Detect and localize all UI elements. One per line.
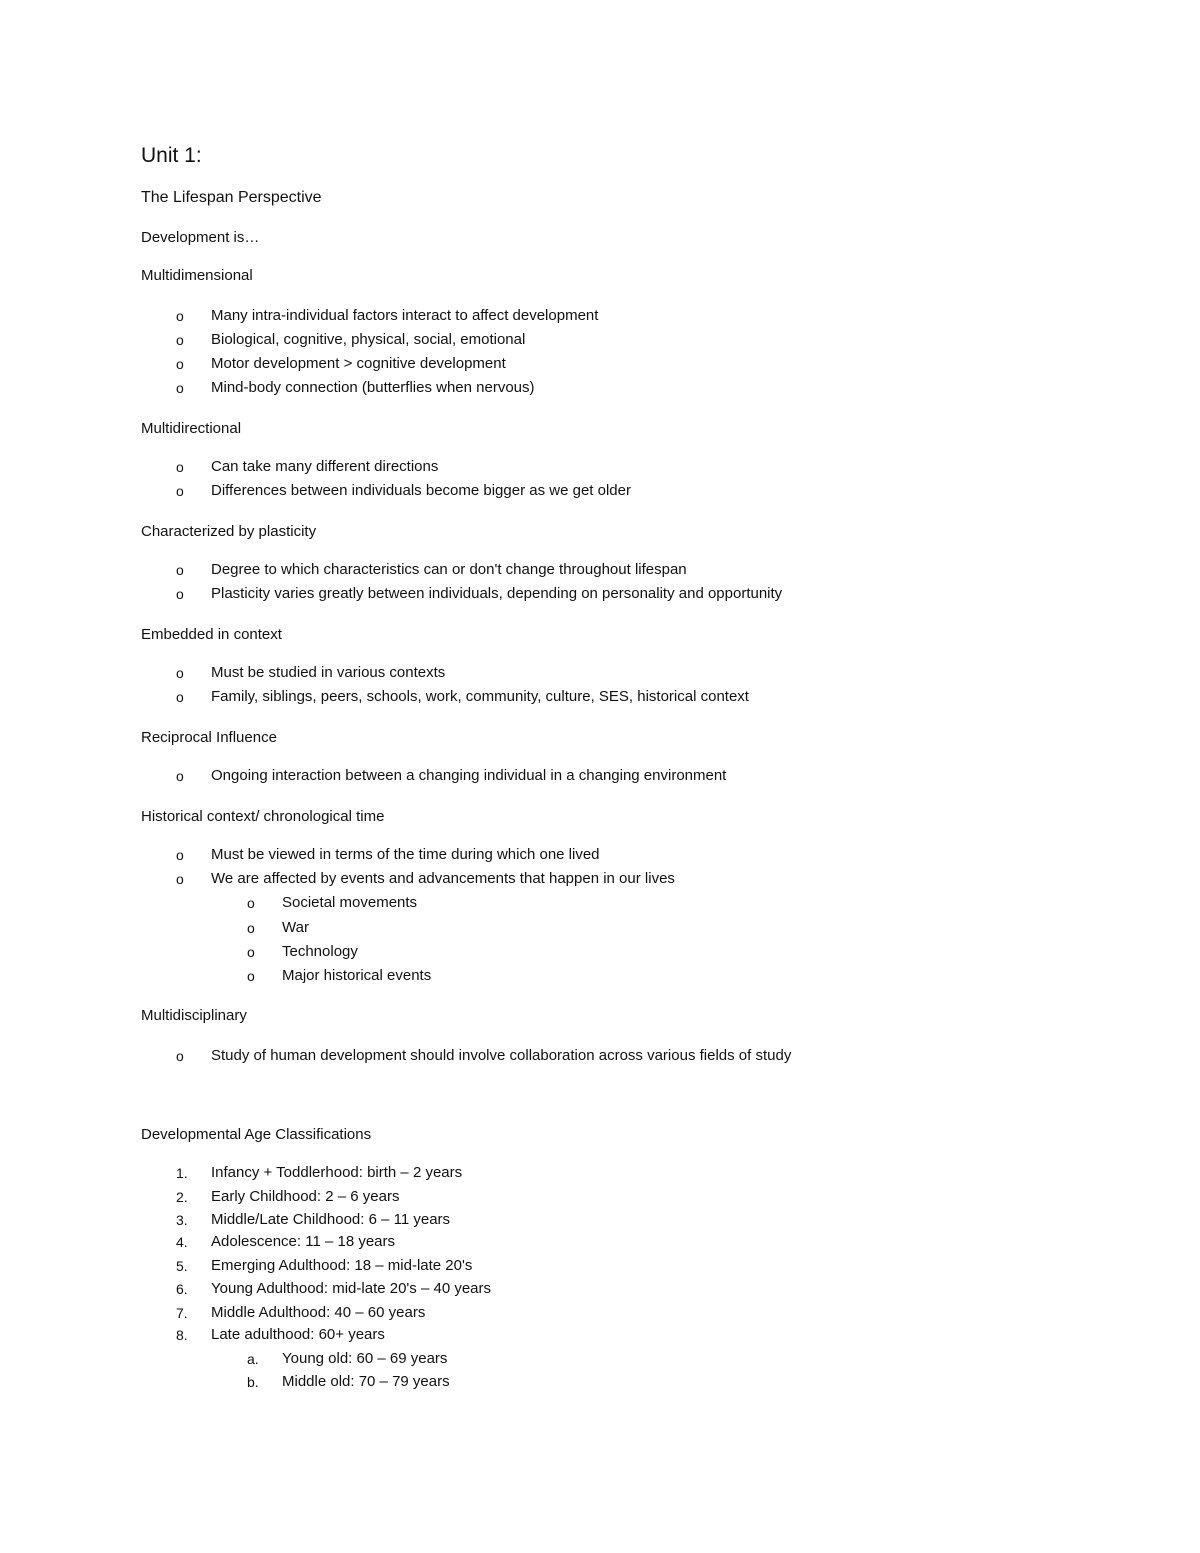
- list-number: 3.: [176, 1212, 188, 1228]
- list-letter: b.: [247, 1374, 259, 1390]
- list-number: 6.: [176, 1281, 188, 1297]
- section-heading: Multidisciplinary: [141, 1007, 247, 1024]
- sub-bullet-item: Major historical events: [282, 967, 432, 984]
- bullet-marker: o: [176, 1048, 184, 1064]
- bullet-item: Many intra-individual factors interact to affect development: [211, 307, 599, 324]
- list-number: 8.: [176, 1327, 188, 1343]
- bullet-item: Motor development > cognitive development: [211, 355, 506, 372]
- bullet-item: Biological, cognitive, physical, social, emotional: [211, 331, 526, 348]
- bullet-marker: o: [176, 847, 184, 863]
- bullet-marker: o: [176, 483, 184, 499]
- age-item: Emerging Adulthood: 18 – mid-late 20's: [211, 1257, 473, 1274]
- bullet-marker: o: [176, 665, 184, 681]
- list-letter: a.: [247, 1351, 259, 1367]
- document-subtitle: The Lifespan Perspective: [141, 189, 322, 206]
- section-heading: Historical context/ chronological time: [141, 808, 385, 825]
- age-item: Middle Adulthood: 40 – 60 years: [211, 1304, 426, 1321]
- section-heading: Embedded in context: [141, 626, 282, 643]
- bullet-item: Family, siblings, peers, schools, work, community, culture, SES, historical context: [211, 688, 749, 705]
- age-item: Late adulthood: 60+ years: [211, 1326, 385, 1343]
- bullet-item: We are affected by events and advancements that happen in our lives: [211, 870, 675, 887]
- bullet-item: Ongoing interaction between a changing individual in a changing environment: [211, 767, 727, 784]
- sub-bullet-marker: o: [247, 920, 255, 936]
- age-classifications-heading: Developmental Age Classifications: [141, 1126, 372, 1143]
- bullet-item: Degree to which characteristics can or don't change throughout lifespan: [211, 561, 687, 578]
- list-number: 5.: [176, 1258, 188, 1274]
- bullet-marker: o: [176, 871, 184, 887]
- bullet-marker: o: [176, 586, 184, 602]
- bullet-marker: o: [176, 689, 184, 705]
- age-subitem: Middle old: 70 – 79 years: [282, 1373, 450, 1390]
- bullet-item: Must be studied in various contexts: [211, 664, 446, 681]
- sub-bullet-item: Technology: [282, 943, 358, 960]
- sub-bullet-item: War: [282, 919, 309, 936]
- bullet-item: Mind-body connection (butterflies when nervous): [211, 379, 535, 396]
- bullet-item: Differences between individuals become bigger as we get older: [211, 482, 631, 499]
- age-item: Young Adulthood: mid-late 20's – 40 years: [211, 1280, 492, 1297]
- sub-bullet-item: Societal movements: [282, 894, 418, 911]
- intro-text: Development is…: [141, 229, 260, 246]
- section-heading: Characterized by plasticity: [141, 523, 317, 540]
- age-item: Infancy + Toddlerhood: birth – 2 years: [211, 1164, 463, 1181]
- age-item: Early Childhood: 2 – 6 years: [211, 1188, 400, 1205]
- bullet-item: Study of human development should involve collaboration across various fields of study: [211, 1047, 792, 1064]
- age-item: Adolescence: 11 – 18 years: [211, 1233, 396, 1250]
- section-heading: Multidimensional: [141, 267, 253, 284]
- list-number: 2.: [176, 1189, 188, 1205]
- section-heading: Multidirectional: [141, 420, 242, 437]
- document-title: Unit 1:: [141, 144, 202, 167]
- sub-bullet-marker: o: [247, 895, 255, 911]
- bullet-marker: o: [176, 768, 184, 784]
- list-number: 1.: [176, 1165, 188, 1181]
- bullet-marker: o: [176, 380, 184, 396]
- list-number: 7.: [176, 1305, 188, 1321]
- bullet-marker: o: [176, 332, 184, 348]
- bullet-item: Can take many different directions: [211, 458, 439, 475]
- sub-bullet-marker: o: [247, 968, 255, 984]
- bullet-marker: o: [176, 459, 184, 475]
- bullet-marker: o: [176, 356, 184, 372]
- section-heading: Reciprocal Influence: [141, 729, 277, 746]
- age-item: Middle/Late Childhood: 6 – 11 years: [211, 1211, 451, 1228]
- bullet-item: Must be viewed in terms of the time during which one lived: [211, 846, 600, 863]
- bullet-item: Plasticity varies greatly between individuals, depending on personality and opportunity: [211, 585, 783, 602]
- age-subitem: Young old: 60 – 69 years: [282, 1350, 448, 1367]
- bullet-marker: o: [176, 562, 184, 578]
- sub-bullet-marker: o: [247, 944, 255, 960]
- bullet-marker: o: [176, 308, 184, 324]
- list-number: 4.: [176, 1234, 188, 1250]
